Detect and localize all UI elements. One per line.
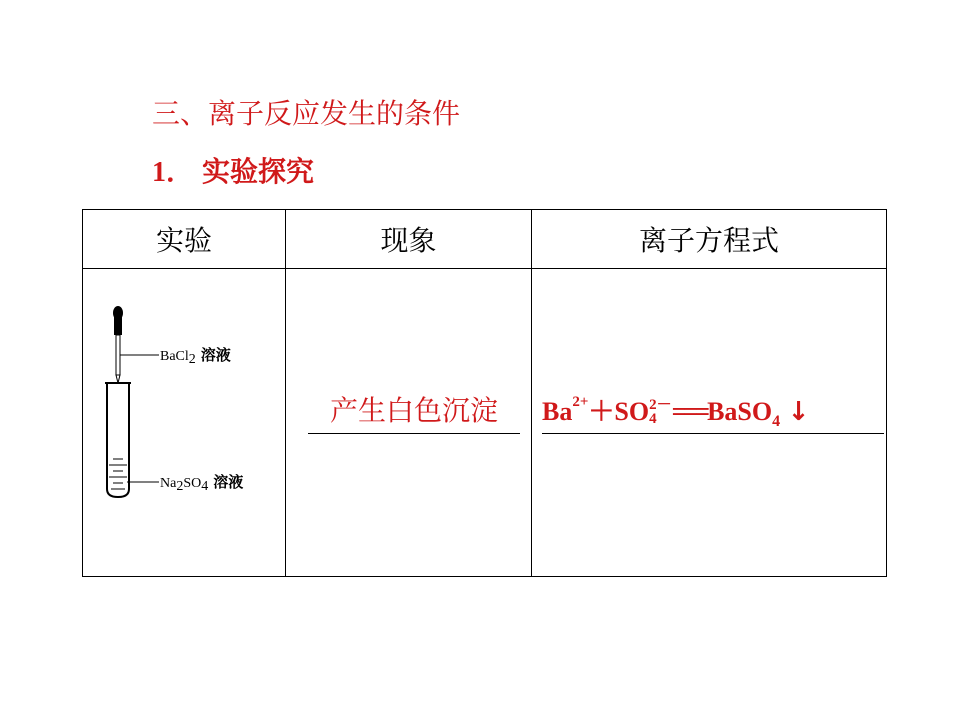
precipitate-arrow-icon: ↓ (787, 397, 810, 427)
experiment-cell (83, 269, 286, 577)
test-tube-diagram (83, 269, 286, 577)
experiment-table (82, 209, 887, 577)
header-experiment: 实验 (83, 210, 286, 269)
ionic-equation: $Ba^{2+}+SO$ 2－ 4 ===BaSO$_4$ ↓ (542, 391, 884, 434)
dropper-tip (116, 375, 120, 383)
subsection-text: 实验探究 (202, 155, 315, 188)
header-phenomenon: 现象 (286, 210, 532, 269)
dropper-label: BaCl2 溶液 (160, 346, 231, 367)
dropper-bulb-neck (114, 317, 122, 335)
section-title: 三、离子反应发生的条件 (152, 97, 461, 130)
phenomenon-answer: 产生白色沉淀 (308, 389, 520, 434)
phenomenon-cell (286, 269, 532, 577)
tube-label: Na2SO4 溶液 (160, 473, 244, 494)
subsection-number: 1． (152, 157, 195, 188)
dropper-tube (116, 335, 120, 375)
table-row (83, 269, 887, 577)
table-header-row (83, 210, 887, 269)
equation-cell (532, 269, 887, 577)
header-equation: 离子方程式 (532, 210, 887, 269)
subsection-title (152, 150, 314, 190)
solution-liquid (109, 459, 127, 489)
test-tube (107, 383, 129, 497)
